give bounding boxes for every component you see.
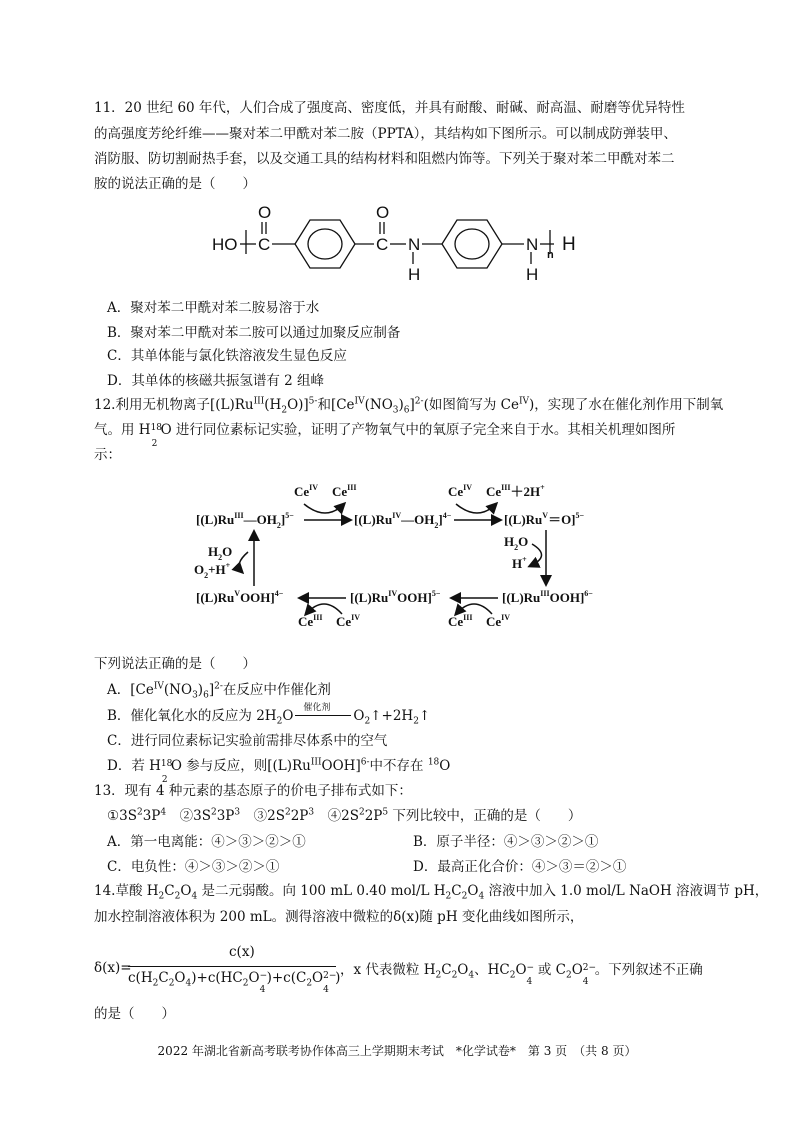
ppta-o1-label: O bbox=[258, 203, 272, 222]
ppta-n1-label: N bbox=[408, 235, 421, 254]
q11-line-2: 的高强度芳纶纤维——聚对苯二甲酰对苯二胺（PPTA），其结构如下图所示。可以制成防弹装甲、 bbox=[94, 126, 677, 142]
q12-option-b: B．催化氧化水的反应为 $2H_2O$ 催化剂 $O_2↑+2H_2↑$ bbox=[107, 703, 431, 727]
q13-option-d: D．最高正化合价：④＞③＝②＞① bbox=[413, 859, 627, 875]
footer-exam: 2022 年湖北省新高考联考协作体高三上学期期末考试 bbox=[157, 1044, 444, 1058]
ppta-n2-label: N bbox=[526, 235, 539, 254]
fraction-denominator: $c(H_2C_2O_4)+c(HC_2O$ − 4 )$+c(C_2O$ 2− 4 ) bbox=[128, 970, 341, 995]
ppta-o2-label: O bbox=[376, 203, 390, 222]
ppta-structure-diagram bbox=[210, 200, 590, 290]
ppta-c2-label: C bbox=[376, 235, 389, 254]
ce4-label-3: $Ce^{IV}$ bbox=[486, 613, 511, 629]
q13-configurations: $①3S^23P^4$ $②3S^23P^3$ $③2S^22P^3$ $④2S^22P^5$ 下列比较中，正确的是（ ） bbox=[107, 807, 582, 824]
ce3-label-1: $Ce^{III}$ bbox=[332, 483, 357, 499]
h2o-label-left: $H_2O$ bbox=[208, 544, 233, 562]
q12-option-d: D．若 H 18 2 O 参与反应，则$[(L)Ru^{III}OOH]^{6-}$中不存在 $^{18}$O bbox=[107, 757, 451, 785]
ppta-h1-label: H bbox=[408, 265, 421, 284]
ru4-oh2-node: $[(L)Ru^{IV}—OH_2]^{4-}$ bbox=[354, 511, 452, 530]
ru4-ooh-node: $[(L)Ru^{IV}OOH]^{5-}$ bbox=[350, 589, 441, 605]
q14-line-2: 加水控制溶液体积为 200 mL。测得溶液中微粒的δ(x)随 pH 变化曲线如图所示， bbox=[94, 909, 584, 925]
ru3-ooh-node: $[(L)Ru^{III}OOH]^{6-}$ bbox=[502, 589, 593, 605]
q11-line-1: 11．20 世纪 60 年代，人们合成了强度高、密度低，并具有耐酸、耐碱、耐高温、耐磨等优异特性 bbox=[94, 100, 685, 116]
ppta-subscript-n: n bbox=[547, 249, 554, 261]
q13-option-a: A．第一电离能：④＞③＞②＞① bbox=[107, 834, 306, 850]
q11-option-a: A．聚对苯二甲酰对苯二胺易溶于水 bbox=[107, 300, 320, 316]
q12-line-1: 12.利用无机物离子$[(L)Ru^{III}(H_2O)]^{5-}$和$[Ce^{IV}(NO_3)_6]^{2-}$(如图简写为 $Ce^{IV}$)，实现了水在催化剂作用下制氧 bbox=[94, 396, 724, 416]
ppta-h-end-label: H bbox=[562, 234, 576, 255]
q12-option-a: A．$[Ce^{IV}(NO_3)_6]^{2-}$在反应中作催化剂 bbox=[107, 681, 331, 701]
ce3-label-3: $Ce^{III}$ bbox=[448, 613, 473, 629]
q13-line-1: 13．现有 4 种元素的基态原子的价电子排布式如下： bbox=[94, 783, 412, 799]
delta-label: δ(x)= bbox=[94, 960, 132, 976]
q11-option-b: B．聚对苯二甲酰对苯二胺可以通过加聚反应制备 bbox=[107, 325, 401, 341]
footer-subject: *化学试卷* bbox=[455, 1044, 516, 1058]
fraction-bar bbox=[128, 966, 336, 967]
ru3-oh2-node: $[(L)Ru^{III}—OH_2]^{5-}$ bbox=[196, 511, 294, 530]
fraction-numerator: c(x) bbox=[229, 944, 255, 960]
footer-page: 第 3 页 （共 8 页） bbox=[527, 1044, 637, 1058]
ru5-ooh-node: $[(L)Ru^VOOH]^{4-}$ bbox=[196, 589, 284, 605]
o2-hplus-label-left: $O_2+H^+$ bbox=[194, 561, 231, 580]
q12-option-c: C．进行同位素标记实验前需排尽体系中的空气 bbox=[107, 733, 388, 749]
ce4-label-1: $Ce^{IV}$ bbox=[294, 483, 319, 499]
ppta-c1-label: C bbox=[258, 235, 271, 254]
q11-option-c: C．其单体能与氯化铁溶液发生显色反应 bbox=[107, 348, 347, 364]
h2o-label-right: $H_2O$ bbox=[504, 534, 529, 552]
q11-line-4: 胺的说法正确的是（ ） bbox=[94, 176, 256, 192]
ce3-label-4: $Ce^{III}$ bbox=[298, 613, 323, 629]
q12-line-3: 示： bbox=[94, 447, 121, 463]
ce3-2h-label: $Ce^{III}+2H^+$ bbox=[486, 483, 545, 499]
q11-line-3: 消防服、防切割耐热手套，以及交通工具的结构材料和阻燃内饰等。下列关于聚对苯二甲酰对苯二 bbox=[94, 151, 675, 167]
ppta-h2-label: H bbox=[526, 265, 539, 284]
q14-formula-tail: ，x 代表微粒 $H_2C_2O_4$、$HC_2O$ − 4 或 $C_2O$ 2− 4 。下列叙述不正确 bbox=[340, 962, 703, 987]
q12-mechanism-diagram bbox=[186, 472, 596, 640]
ce4-label-2: $Ce^{IV}$ bbox=[448, 483, 473, 499]
q13-option-c: C．电负性：④＞③＞②＞① bbox=[107, 859, 280, 875]
q12-ask: 下列说法正确的是（ ） bbox=[94, 656, 256, 672]
q11-option-d: D．其单体的核磁共振氢谱有 2 组峰 bbox=[107, 373, 324, 389]
q14-line-1: 14.草酸 $H_2C_2O_4$ 是二元弱酸。向 100 mL 0.40 mol/L $H_2C_2O_4$ 溶液中加入 1.0 mol/L NaOH 溶液调节 pH， bbox=[94, 883, 769, 902]
ppta-ho-label: HO bbox=[212, 235, 238, 254]
page-footer bbox=[0, 1042, 794, 1059]
ru5-oxo-node: $[(L)Ru^V=O]^{5-}$ bbox=[504, 511, 585, 527]
q13-option-b: B．原子半径：④＞③＞②＞① bbox=[413, 834, 599, 850]
hplus-label-right: H+ bbox=[512, 555, 527, 571]
ce4-label-4: $Ce^{IV}$ bbox=[336, 613, 361, 629]
q12-line-2: 气。用 H 18 2 O 进行同位素标记实验，证明了产物氧气中的氧原子完全来自于水。其相关机理如图所 bbox=[94, 422, 676, 449]
q14-line-last: 的是（ ） bbox=[94, 1006, 175, 1022]
